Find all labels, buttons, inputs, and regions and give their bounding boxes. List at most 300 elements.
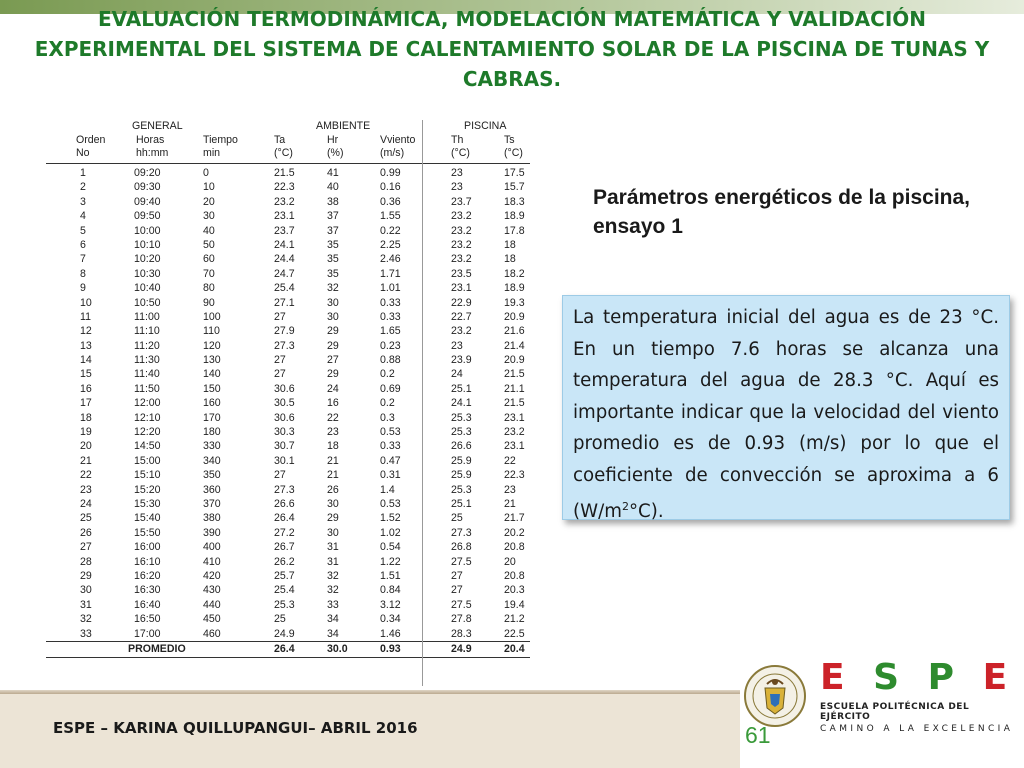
table-cell: 23.2 <box>451 224 472 237</box>
table-cell: 20 <box>203 195 215 208</box>
table-cell: 26.8 <box>451 541 472 554</box>
table-cell: 30 <box>327 296 339 309</box>
table-row <box>46 396 530 410</box>
table-cell: 29 <box>80 569 92 582</box>
callout-main-text: La temperatura inicial del agua es de 23 °C. En un tiempo 7.6 horas se alcanza una temperatura del agua de 28.3 °C. Aquí es importante indicar que la velocidad del viento promedio es de 0.93 (m/s) por lo que el coeficiente de convección se aproxima a 6 (W/m <box>573 307 999 523</box>
table-row <box>46 411 530 425</box>
table-cell: 12:10 <box>134 411 161 424</box>
table-cell: 25 <box>274 613 286 626</box>
table-row <box>46 296 530 310</box>
table-cell: 09:50 <box>134 210 161 223</box>
table-cell: 27 <box>327 354 339 367</box>
col-unit: (°C) <box>274 147 293 159</box>
table-cell: 400 <box>203 541 221 554</box>
table-cell: 80 <box>203 282 215 295</box>
table-cell: 10 <box>203 181 215 194</box>
table-cell: 22 <box>504 454 516 467</box>
table-cell: 20.3 <box>504 584 525 597</box>
table-cell: 21 <box>80 454 92 467</box>
table-cell: 12:00 <box>134 397 161 410</box>
table-row <box>46 583 530 597</box>
table-cell: 15:30 <box>134 497 161 510</box>
table-cell: 14 <box>80 354 92 367</box>
table-cell: 180 <box>203 426 221 439</box>
info-callout <box>562 295 1010 523</box>
table-cell: 27.8 <box>451 613 472 626</box>
table-cell: 17 <box>80 397 92 410</box>
table-cell: 17:00 <box>134 627 161 640</box>
table-cell: 10:10 <box>134 238 161 251</box>
table-cell: 23 <box>451 339 463 352</box>
table-cell: 27.1 <box>274 296 295 309</box>
table-cell: 23.9 <box>451 354 472 367</box>
table-row <box>46 180 530 194</box>
table-row <box>46 166 530 180</box>
table-cell: 19.4 <box>504 598 525 611</box>
table-cell: 23 <box>327 426 339 439</box>
table-cell: 1.55 <box>380 210 401 223</box>
table-cell: 13 <box>80 339 92 352</box>
table-cell: 21.5 <box>504 368 525 381</box>
table-cell: 15.7 <box>504 181 525 194</box>
table-cell: 40 <box>203 224 215 237</box>
table-cell: 09:20 <box>134 167 161 179</box>
table-cell: 30 <box>327 526 339 539</box>
group-general: GENERAL <box>132 120 183 132</box>
table-cell: 33 <box>327 598 339 611</box>
table-cell: 18 <box>504 238 516 251</box>
table-cell: 21.5 <box>274 167 295 179</box>
table-cell: 35 <box>327 267 339 280</box>
table-cell: 380 <box>203 512 221 525</box>
table-cell: 25.1 <box>451 382 472 395</box>
table-cell: 26 <box>327 483 339 496</box>
table-column-divider <box>422 120 423 686</box>
table-cell: 20.8 <box>504 569 525 582</box>
average-ta: 26.4 <box>274 642 295 655</box>
table-cell: 15:40 <box>134 512 161 525</box>
table-cell: 37 <box>327 224 339 237</box>
page-number: 61 <box>745 722 771 748</box>
table-cell: 16:50 <box>134 613 161 626</box>
table-cell: 450 <box>203 613 221 626</box>
table-cell: 150 <box>203 382 221 395</box>
table-cell: 26.6 <box>274 497 295 510</box>
table-cell: 25.4 <box>274 282 295 295</box>
table-cell: 1 <box>80 167 86 179</box>
table-cell: 1.52 <box>380 512 401 525</box>
table-cell: 130 <box>203 354 221 367</box>
table-cell: 25 <box>80 512 92 525</box>
table-cell: 23.2 <box>451 325 472 338</box>
table-cell: 370 <box>203 497 221 510</box>
table-cell: 41 <box>327 167 339 179</box>
table-cell: 1.46 <box>380 627 401 640</box>
table-cell: 31 <box>80 598 92 611</box>
average-row <box>46 641 530 658</box>
table-cell: 10 <box>80 296 92 309</box>
callout-end-text: °C). <box>628 501 664 523</box>
table-cell: 29 <box>327 339 339 352</box>
table-row <box>46 555 530 569</box>
table-cell: 340 <box>203 454 221 467</box>
table-cell: 22.7 <box>451 310 472 323</box>
table-cell: 27 <box>274 354 286 367</box>
table-cell: 25.3 <box>274 598 295 611</box>
table-cell: 120 <box>203 339 221 352</box>
col-header: Ta <box>274 134 286 146</box>
table-cell: 16:20 <box>134 569 161 582</box>
table-cell: 24.1 <box>274 238 295 251</box>
table-row <box>46 281 530 295</box>
table-cell: 5 <box>80 224 86 237</box>
table-cell: 18.9 <box>504 210 525 223</box>
table-row <box>46 195 530 209</box>
table-cell: 0.34 <box>380 613 401 626</box>
title-line-3: CABRAS. <box>462 67 562 91</box>
table-cell: 25.1 <box>451 497 472 510</box>
table-cell: 1.02 <box>380 526 401 539</box>
table-cell: 0.84 <box>380 584 401 597</box>
table-cell: 110 <box>203 325 220 338</box>
table-cell: 21.2 <box>504 613 525 626</box>
table-cell: 27.5 <box>451 598 472 611</box>
table-cell: 34 <box>327 627 339 640</box>
table-cell: 21.7 <box>504 512 525 525</box>
table-row <box>46 439 530 453</box>
table-cell: 23.1 <box>504 411 525 424</box>
table-cell: 23 <box>80 483 92 496</box>
table-cell: 32 <box>327 282 339 295</box>
table-cell: 29 <box>327 512 339 525</box>
table-cell: 23.1 <box>274 210 295 223</box>
logo-letter-p: P <box>927 657 963 698</box>
table-cell: 60 <box>203 253 215 266</box>
col-unit: (m/s) <box>380 147 405 159</box>
title-line-2: EXPERIMENTAL DEL SISTEMA DE CALENTAMIENTO SOLAR DE LA PISCINA DE TUNAS Y <box>34 37 990 61</box>
table-cell: 30.6 <box>274 382 295 395</box>
table-cell: 3 <box>80 195 86 208</box>
table-cell: 10:00 <box>134 224 161 237</box>
table-cell: 27.3 <box>274 483 295 496</box>
table-cell: 27.3 <box>451 526 472 539</box>
col-header: Tiempo <box>203 134 238 146</box>
table-cell: 32 <box>327 569 339 582</box>
table-cell: 11:30 <box>134 354 160 367</box>
table-row <box>46 454 530 468</box>
table-row <box>46 252 530 266</box>
table-cell: 25.4 <box>274 584 295 597</box>
table-cell: 17.5 <box>504 167 525 179</box>
table-cell: 12:20 <box>134 426 161 439</box>
col-unit: hh:mm <box>136 147 169 159</box>
table-cell: 18.3 <box>504 195 525 208</box>
table-cell: 6 <box>80 238 86 251</box>
table-cell: 35 <box>327 238 339 251</box>
table-row <box>46 353 530 367</box>
table-header-row-1 <box>46 134 530 147</box>
table-cell: 38 <box>327 195 339 208</box>
table-cell: 35 <box>327 253 339 266</box>
table-cell: 0.23 <box>380 339 401 352</box>
table-cell: 16:00 <box>134 541 161 554</box>
table-cell: 0 <box>203 167 209 179</box>
table-cell: 15:00 <box>134 454 161 467</box>
table-cell: 23.2 <box>504 426 525 439</box>
table-cell: 140 <box>203 368 221 381</box>
table-cell: 90 <box>203 296 215 309</box>
table-cell: 22.5 <box>504 627 525 640</box>
table-cell: 11 <box>80 310 91 323</box>
table-cell: 23.7 <box>451 195 472 208</box>
table-row <box>46 540 530 554</box>
table-row <box>46 310 530 324</box>
table-cell: 18.9 <box>504 282 525 295</box>
callout-superscript: 2 <box>621 500 629 513</box>
table-cell: 0.53 <box>380 497 401 510</box>
table-cell: 20 <box>504 555 516 568</box>
table-row <box>46 367 530 381</box>
table-cell: 330 <box>203 440 221 453</box>
espe-seal-icon <box>743 664 807 728</box>
col-header: Th <box>451 134 464 146</box>
table-cell: 170 <box>203 411 221 424</box>
table-cell: 21.4 <box>504 339 525 352</box>
table-cell: 27 <box>80 541 92 554</box>
table-cell: 100 <box>203 310 221 323</box>
table-cell: 30.7 <box>274 440 295 453</box>
table-cell: 23.2 <box>451 238 472 251</box>
table-cell: 25.3 <box>451 483 472 496</box>
table-cell: 25.9 <box>451 454 472 467</box>
table-cell: 0.33 <box>380 310 401 323</box>
table-cell: 28.3 <box>451 627 472 640</box>
table-cell: 0.2 <box>380 368 395 381</box>
table-cell: 27.9 <box>274 325 295 338</box>
table-cell: 23.2 <box>451 210 472 223</box>
table-cell: 14:50 <box>134 440 161 453</box>
table-cell: 27 <box>274 310 286 323</box>
col-unit: No <box>76 147 90 159</box>
table-cell: 19 <box>80 426 92 439</box>
col-header: Orden <box>76 134 106 146</box>
table-cell: 20.8 <box>504 541 525 554</box>
table-cell: 31 <box>327 555 339 568</box>
table-cell: 1.71 <box>380 267 401 280</box>
table-cell: 21 <box>327 469 339 482</box>
table-cell: 11:00 <box>134 310 160 323</box>
table-cell: 23.1 <box>504 440 525 453</box>
logo-motto: CAMINO A LA EXCELENCIA <box>820 724 1014 734</box>
table-cell: 7 <box>80 253 86 266</box>
table-cell: 2 <box>80 181 86 194</box>
table-cell: 15:20 <box>134 483 161 496</box>
table-cell: 34 <box>327 613 339 626</box>
logo-institution-name: ESCUELA POLITÉCNICA DEL EJÉRCITO <box>820 702 970 722</box>
table-cell: 160 <box>203 397 221 410</box>
table-cell: 20 <box>80 440 92 453</box>
table-cell: 20.9 <box>504 310 525 323</box>
table-cell: 27.5 <box>451 555 472 568</box>
table-cell: 21.5 <box>504 397 525 410</box>
table-cell: 15:10 <box>134 469 161 482</box>
footer-text: ESPE – KARINA QUILLUPANGUI– ABRIL 2016 <box>53 719 418 737</box>
table-cell: 350 <box>203 469 221 482</box>
table-cell: 28 <box>80 555 92 568</box>
section-subtitle: Parámetros energéticos de la piscina, ensayo 1 <box>593 186 970 238</box>
table-cell: 15 <box>80 368 92 381</box>
table-cell: 16:10 <box>134 555 161 568</box>
table-cell: 24.7 <box>274 267 295 280</box>
table-cell: 25 <box>451 512 463 525</box>
table-row <box>46 209 530 223</box>
table-cell: 30 <box>327 497 339 510</box>
table-cell: 1.01 <box>380 282 401 295</box>
table-cell: 09:30 <box>134 181 161 194</box>
table-cell: 8 <box>80 267 86 280</box>
table-row <box>46 526 530 540</box>
table-cell: 23 <box>451 181 463 194</box>
table-cell: 0.33 <box>380 296 401 309</box>
table-cell: 20.9 <box>504 354 525 367</box>
table-cell: 37 <box>327 210 339 223</box>
table-row <box>46 267 530 281</box>
table-cell: 27 <box>451 584 463 597</box>
table-cell: 16 <box>80 382 92 395</box>
table-row <box>46 511 530 525</box>
table-cell: 0.16 <box>380 181 401 194</box>
table-header-row-2 <box>46 147 530 160</box>
table-cell: 11:50 <box>134 382 160 395</box>
table-cell: 16 <box>327 397 339 410</box>
table-cell: 25.3 <box>451 426 472 439</box>
table-cell: 24.4 <box>274 253 295 266</box>
table-cell: 26.6 <box>451 440 472 453</box>
table-cell: 420 <box>203 569 221 582</box>
table-cell: 24.9 <box>274 627 295 640</box>
table-cell: 11:40 <box>134 368 160 381</box>
average-label: PROMEDIO <box>128 642 186 655</box>
table-cell: 1.65 <box>380 325 401 338</box>
table-cell: 23.1 <box>451 282 472 295</box>
col-unit: min <box>203 147 221 159</box>
table-body <box>46 164 530 641</box>
table-cell: 21.1 <box>504 382 525 395</box>
table-cell: 10:50 <box>134 296 161 309</box>
table-row <box>46 627 530 641</box>
table-row <box>46 483 530 497</box>
table-cell: 430 <box>203 584 221 597</box>
group-ambiente: AMBIENTE <box>316 120 371 132</box>
table-cell: 26.4 <box>274 512 295 525</box>
table-cell: 23.7 <box>274 224 295 237</box>
table-row <box>46 324 530 338</box>
table-cell: 50 <box>203 238 215 251</box>
average-ts: 20.4 <box>504 642 525 655</box>
average-hr: 30.0 <box>327 642 348 655</box>
table-cell: 360 <box>203 483 221 496</box>
table-cell: 30 <box>203 210 215 223</box>
col-unit: (%) <box>327 147 344 159</box>
table-cell: 0.22 <box>380 224 401 237</box>
table-cell: 27.3 <box>274 339 295 352</box>
table-cell: 0.33 <box>380 440 401 453</box>
table-cell: 26 <box>80 526 92 539</box>
table-cell: 390 <box>203 526 221 539</box>
table-cell: 24 <box>327 382 339 395</box>
table-cell: 33 <box>80 627 92 640</box>
table-cell: 18.2 <box>504 267 525 280</box>
table-cell: 20.2 <box>504 526 525 539</box>
table-cell: 40 <box>327 181 339 194</box>
table-row <box>46 612 530 626</box>
table-cell: 27 <box>274 368 286 381</box>
table-cell: 10:40 <box>134 282 161 295</box>
table-row <box>46 569 530 583</box>
col-header: Horas <box>136 134 165 146</box>
data-table <box>46 120 530 658</box>
table-cell: 11:20 <box>134 339 160 352</box>
table-cell: 410 <box>203 555 221 568</box>
table-cell: 26.2 <box>274 555 295 568</box>
table-row <box>46 598 530 612</box>
table-cell: 0.99 <box>380 167 401 179</box>
table-cell: 30.3 <box>274 426 295 439</box>
table-cell: 9 <box>80 282 86 295</box>
table-cell: 16:40 <box>134 598 161 611</box>
table-cell: 2.25 <box>380 238 401 251</box>
table-cell: 27 <box>451 569 463 582</box>
table-group-headers <box>46 120 530 134</box>
table-cell: 3.12 <box>380 598 401 611</box>
table-cell: 25.3 <box>451 411 472 424</box>
table-cell: 10:30 <box>134 267 161 280</box>
table-cell: 27 <box>274 469 286 482</box>
table-cell: 23 <box>451 167 463 179</box>
group-piscina: PISCINA <box>464 120 507 132</box>
logo-letter-e: E <box>820 657 853 698</box>
col-header: Ts <box>504 134 515 146</box>
table-cell: 22.3 <box>274 181 295 194</box>
table-row <box>46 468 530 482</box>
table-row <box>46 224 530 238</box>
table-cell: 19.3 <box>504 296 525 309</box>
table-cell: 0.69 <box>380 382 401 395</box>
table-cell: 0.54 <box>380 541 401 554</box>
slide-title <box>20 4 1004 94</box>
callout-text <box>573 302 999 528</box>
table-cell: 10:20 <box>134 253 161 266</box>
table-cell: 27.2 <box>274 526 295 539</box>
table-cell: 18 <box>327 440 339 453</box>
table-cell: 21.6 <box>504 325 525 338</box>
table-cell: 25.9 <box>451 469 472 482</box>
table-cell: 1.22 <box>380 555 401 568</box>
table-cell: 18 <box>80 411 92 424</box>
table-cell: 0.47 <box>380 454 401 467</box>
table-cell: 2.46 <box>380 253 401 266</box>
table-cell: 0.53 <box>380 426 401 439</box>
table-cell: 21 <box>504 497 516 510</box>
table-cell: 24.1 <box>451 397 472 410</box>
table-cell: 1.4 <box>380 483 395 496</box>
table-row <box>46 238 530 252</box>
table-cell: 09:40 <box>134 195 161 208</box>
table-row <box>46 339 530 353</box>
table-cell: 30 <box>327 310 339 323</box>
table-cell: 0.88 <box>380 354 401 367</box>
table-cell: 15:50 <box>134 526 161 539</box>
